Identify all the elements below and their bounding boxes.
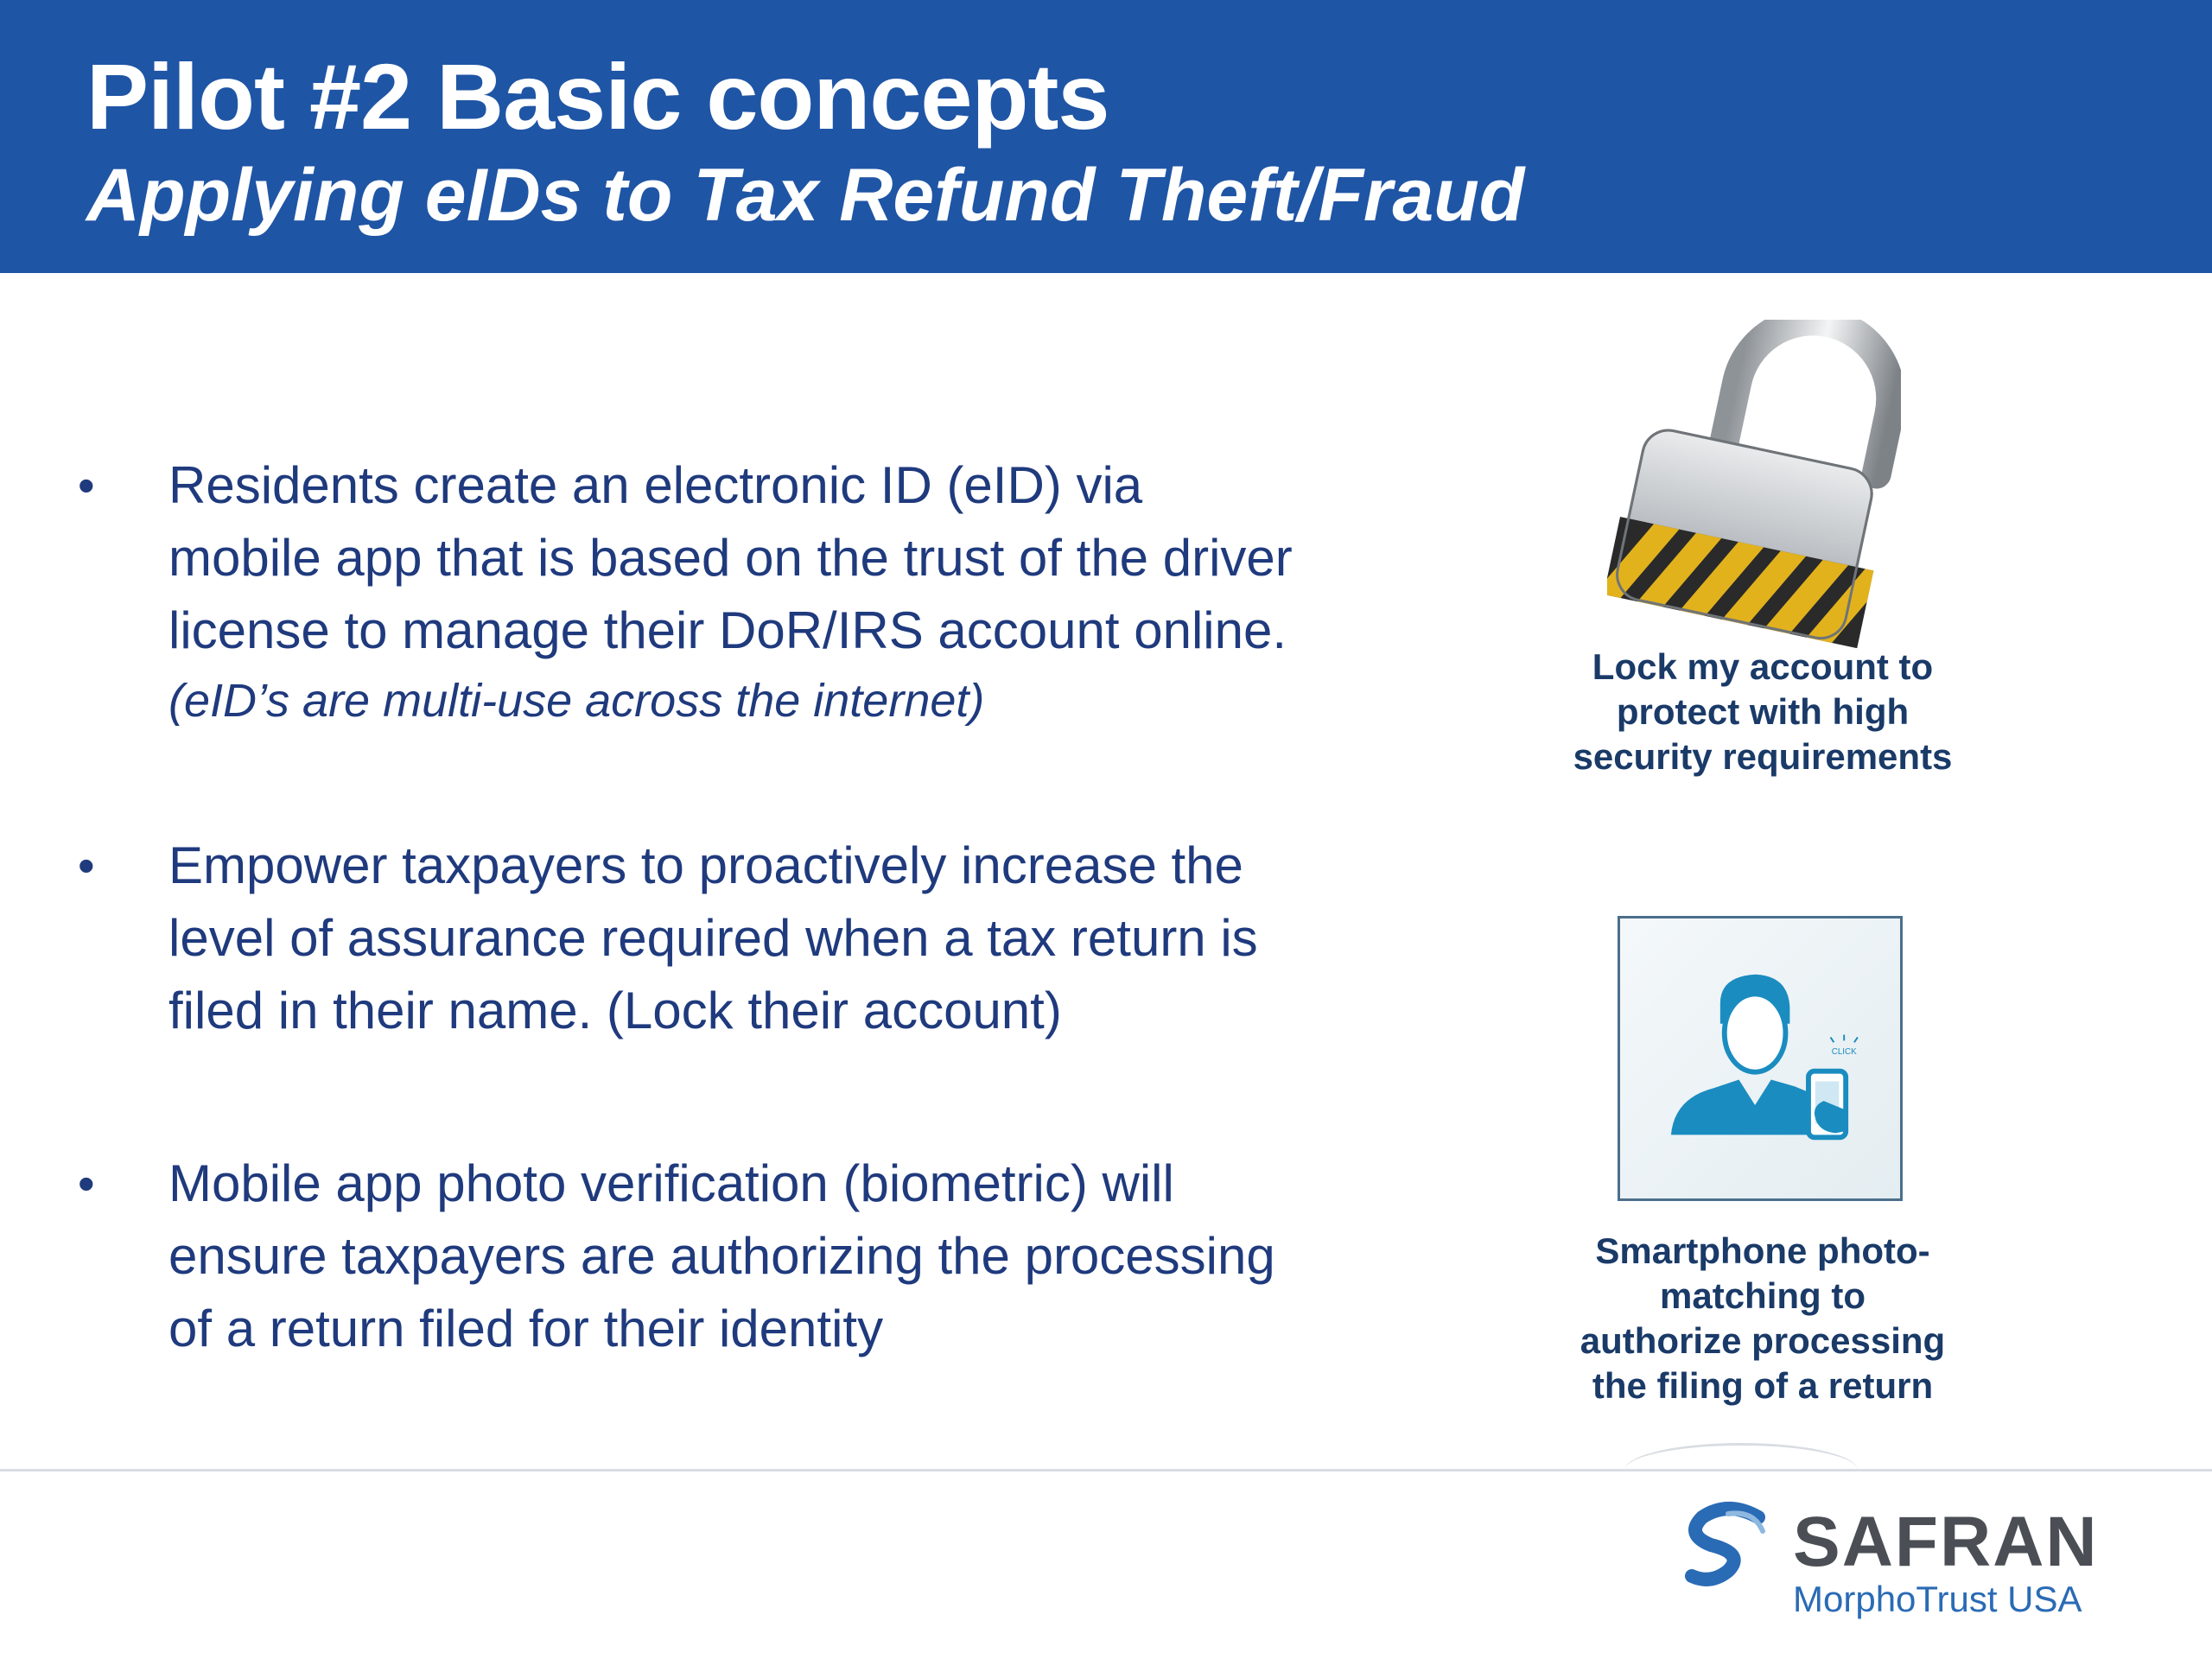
caption-line: protect with high xyxy=(1616,691,1910,732)
footer-divider xyxy=(0,1469,2212,1471)
bullet-line: Empower taxpayers to proactively increase the xyxy=(168,836,1243,894)
bullet-line: license to manage their DoR/IRS account online. xyxy=(168,601,1287,659)
slide-subtitle: Applying eIDs to Tax Refund Theft/Fraud xyxy=(86,154,1525,237)
bullet-item xyxy=(78,1147,1426,1365)
bullet-line: mobile app that is based on the trust of the driver xyxy=(168,529,1293,587)
caption-line: Smartphone photo- xyxy=(1595,1230,1930,1271)
padlock-icon xyxy=(1607,320,1901,648)
click-label: CLICK xyxy=(1831,1047,1857,1058)
caption-line: security requirements xyxy=(1573,736,1953,777)
bullet-line: Residents create an electronic ID (eID) via xyxy=(168,456,1143,514)
lock-caption xyxy=(1529,645,1996,779)
bullet-item xyxy=(78,449,1426,734)
bullet-list xyxy=(78,449,1426,1365)
brand-name: SAFRAN xyxy=(1793,1503,2099,1581)
person-with-phone-icon xyxy=(1620,918,1900,1198)
caption-line: Lock my account to xyxy=(1592,646,1934,687)
bullet-note: (eID’s are multi-use across the internet) xyxy=(168,675,985,727)
caption-line: matching to xyxy=(1660,1275,1866,1316)
bullet-dot: • xyxy=(78,1156,95,1211)
bullet-line: of a return filed for their identity xyxy=(168,1300,884,1357)
slide-title: Pilot #2 Basic concepts xyxy=(86,44,1109,149)
bullet-line: level of assurance required when a tax return is xyxy=(168,909,1258,967)
bullet-line: Mobile app photo verification (biometric) will xyxy=(168,1154,1174,1212)
bullet-line: ensure taxpayers are authorizing the processing xyxy=(168,1227,1275,1285)
caption-line: authorize processing xyxy=(1580,1320,1946,1361)
bullet-dot: • xyxy=(78,838,95,893)
caption-line: the filing of a return xyxy=(1592,1365,1934,1406)
bullet-line: filed in their name. (Lock their account) xyxy=(168,982,1062,1039)
photo-caption xyxy=(1529,1229,1996,1408)
bullet-item xyxy=(78,830,1426,1047)
title-banner xyxy=(0,0,2212,273)
safran-swoosh-logo xyxy=(1676,1493,1780,1597)
bullet-dot: • xyxy=(78,458,95,512)
brand-subtitle: MorphoTrust USA xyxy=(1793,1579,2082,1619)
photo-tile xyxy=(1618,916,1903,1201)
